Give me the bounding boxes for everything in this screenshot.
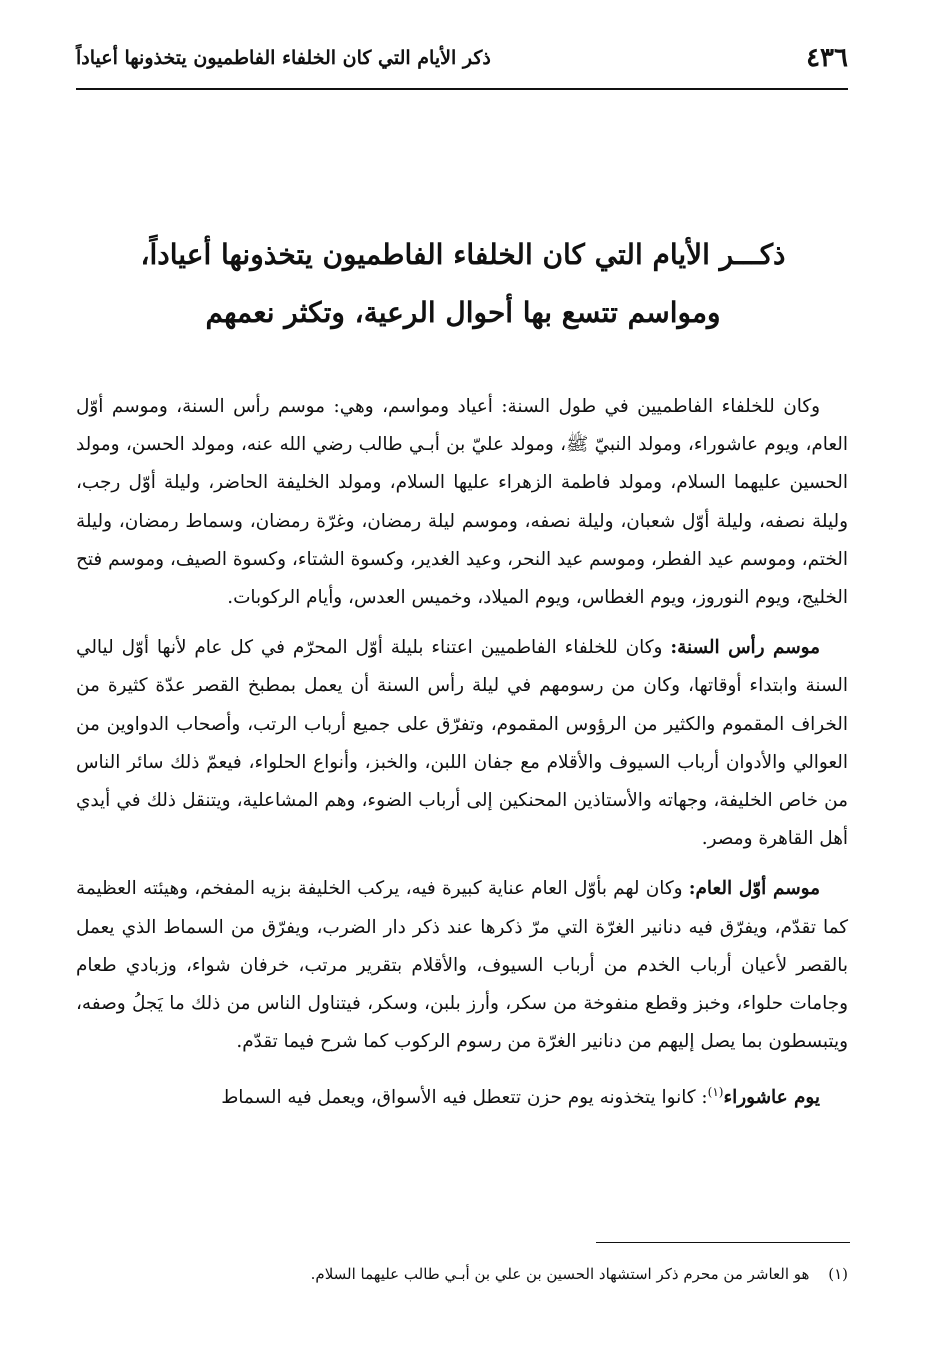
paragraph-new-year-season <box>76 629 848 858</box>
chapter-title-line-1: ذكـــر الأيام التي كان الخلفاء الفاطميون يتخذونها أعياداً، <box>140 238 786 271</box>
footnote-text: هو العاشر من محرم ذكر استشهاد الحسين بن علي بن أبـي طالب عليهما السلام. <box>310 1265 810 1283</box>
paragraph-lead-heading: موسم رأس السنة: <box>670 637 820 659</box>
chapter-title <box>110 226 816 342</box>
footnote-rule <box>596 1242 850 1243</box>
paragraph-text: وكان لهم بأوّل العام عناية كبيرة فيه، يركب الخليفة بزيه المفخم، وهيئته العظيمة كما تقدّم، ويفرّق فيه دنانير الغرّة التي مرّ ذكرها عند ذكر دار الضرب، ويفرّق من السماط الذي يعمل بالقصر لأعيان أرباب الخدم من أرباب السيوف، والأقلام بتقرير مرتب، خرفان شواء، وزبادي طعام وجامات حلواء، وخبز وقطع منفوخة من سكر، وأرز بلبن، وسكر، فيتناول الناس من ذلك ما يَجلُ وصفه، ويتبسطون بما يصل إليهم من دنانير الغرّة من رسوم الركوب كما شرح فيما تقدّم. <box>76 878 848 1053</box>
header-rule <box>76 88 848 90</box>
paragraph-first-of-year-season <box>76 870 848 1061</box>
paragraph-lead-heading: يوم عاشوراء <box>723 1087 820 1109</box>
paragraph-lead-heading: موسم أوّل العام: <box>688 878 820 900</box>
paragraph-ashura <box>76 1073 848 1117</box>
body-text <box>76 388 848 1130</box>
page-number: ٤٣٦ <box>806 43 848 73</box>
footnote-reference: (١) <box>707 1085 724 1100</box>
paragraph-festivals-list: وكان للخلفاء الفاطميين في طول السنة: أعياد ومواسم، وهي: موسم رأس السنة، وموسم أوّل العام، ويوم عاشوراء، ومولد النبيّ ﷺ، ومولد عليّ بن أبـي طالب رضي الله عنه، ومولد الحسن، ومولد الحسين عليهما السلام، ومولد فاطمة الزهراء عليها السلام، ومولد الخليفة الحاضر، وليلة أوّل رجب، وليلة نصفه، وليلة أوّل شعبان، وليلة نصفه، وموسم ليلة رمضان، وغرّة رمضان، وسماط رمضان، وليلة الختم، وموسم عيد الفطر، وموسم عيد النحر، وعيد الغدير، وكسوة الشتاء، وكسوة الصيف، وموسم فتح الخليج، ويوم النوروز، ويوم الغطاس، ويوم الميلاد، وخميس العدس، وأيام الركوبات. <box>76 396 848 609</box>
paragraph-text: وكان للخلفاء الفاطميين اعتناء بليلة أوّل المحرّم في كل عام لأنها أوّل ليالي السنة وابتداء أوقاتها، وكان من رسومهم في ليلة رأس السنة أن يعمل بمطبخ القصر عدّة كثيرة من الخراف المقموم والكثير من الرؤوس المقموم، وتفرّق على جميع أرباب الرتب، وأصحاب الدواوين من العوالي والأدوان أرباب السيوف والأقلام مع جفان اللبن، والخبز، وأنواع الحلواء، فيعمّ ذلك سائر الناس من خاص الخليفة، وجهاته والأستاذين المحنكين إلى أرباب الضوء، وهم المشاعلية، ويتنقل ذلك في أيدي أهل القاهرة ومصر. <box>76 637 848 850</box>
chapter-title-line-2: ومواسم تتسع بها أحوال الرعية، وتكثر نعمهم <box>205 296 721 329</box>
paragraph-text: : كانوا يتخذونه يوم حزن تتعطل فيه الأسواق، ويعمل فيه السماط <box>221 1087 708 1109</box>
footnote-marker: (١) <box>828 1265 848 1283</box>
footnote <box>76 1262 848 1286</box>
running-header-title: ذكر الأيام التي كان الخلفاء الفاطميون يتخذونها أعياداً <box>76 47 491 69</box>
running-header <box>76 38 848 78</box>
